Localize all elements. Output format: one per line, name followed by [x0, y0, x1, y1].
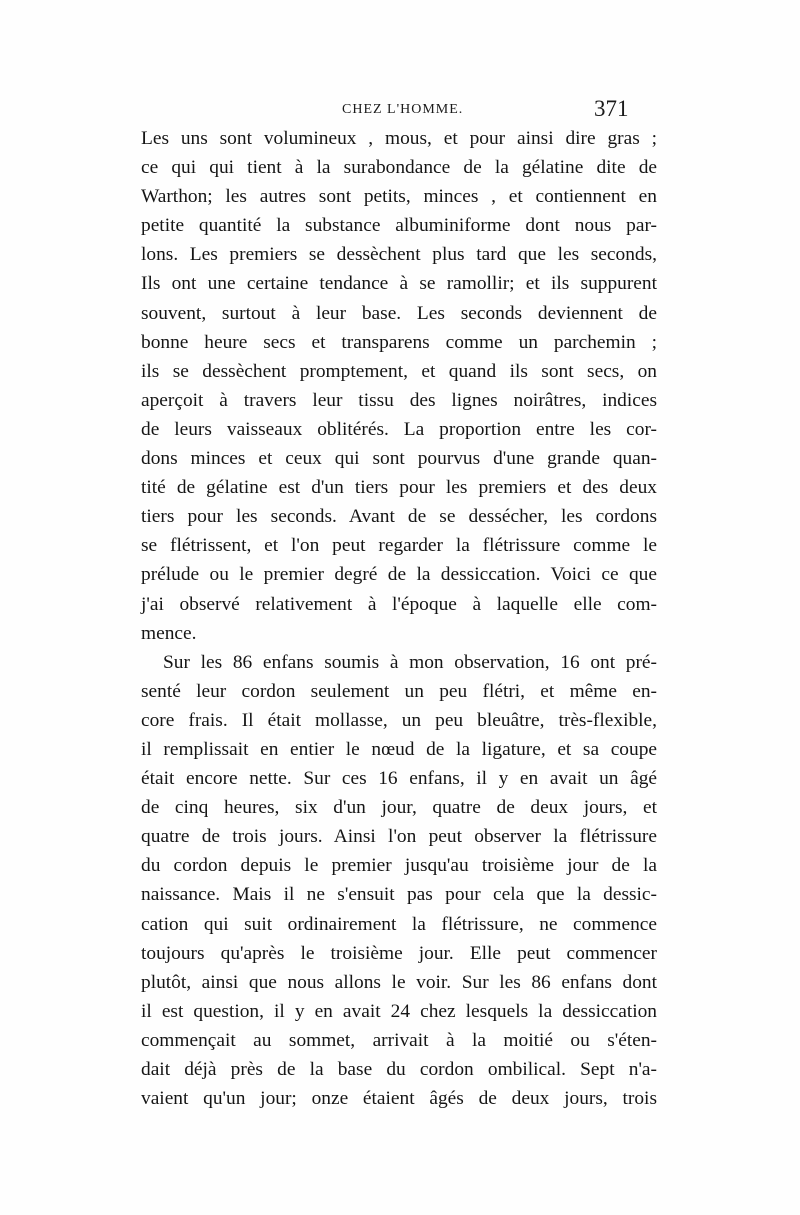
- text-line: Warthon; les autres sont petits, minces , et contiennent en: [141, 186, 657, 208]
- text-line: dait déjà près de la base du cordon ombilical. Sept n'a-: [141, 1059, 657, 1080]
- text-line: naissance. Mais il ne s'ensuit pas pour cela que la dessic-: [141, 884, 657, 906]
- text-line: tité de gélatine est d'un tiers pour les premiers et des deux: [141, 477, 657, 499]
- running-title: CHEZ L'HOMME.: [342, 102, 464, 117]
- text-line: prélude ou le premier degré de la dessiccation. Voici ce que: [141, 564, 657, 586]
- text-line: de leurs vaisseaux oblitérés. La proportion entre les cor-: [141, 418, 657, 440]
- text-line: commençait au sommet, arrivait à la moitié ou s'éten-: [141, 1029, 657, 1051]
- text-line: Les uns sont volumineux , mous, et pour ainsi dire gras ;: [141, 128, 657, 149]
- text-line: plutôt, ainsi que nous allons le voir. Sur les 86 enfans dont: [141, 971, 657, 993]
- text-line: j'ai observé relativement à l'époque à laquelle elle com-: [141, 593, 657, 615]
- text-line: lons. Les premiers se dessèchent plus tard que les seconds,: [141, 244, 657, 266]
- text-line: bonne heure secs et transparens comme un parchemin ;: [141, 331, 657, 353]
- text-line: aperçoit à travers leur tissu des lignes noirâtres, indices: [141, 389, 657, 411]
- text-line: Sur les 86 enfans soumis à mon observation, 16 ont pré-: [163, 651, 657, 673]
- text-line: de cinq heures, six d'un jour, quatre de deux jours, et: [141, 797, 657, 819]
- text-line: dons minces et ceux qui sont pourvus d'une grande quan-: [141, 448, 657, 470]
- text-line: du cordon depuis le premier jusqu'au troisième jour de la: [141, 855, 657, 877]
- body-text: [141, 124, 657, 1113]
- text-line: ce qui qui tient à la surabondance de la gélatine dite de: [141, 157, 657, 179]
- text-line: quatre de trois jours. Ainsi l'on peut observer la flétrissure: [141, 826, 657, 848]
- paragraph-2: [141, 648, 657, 1114]
- text-line: petite quantité la substance albuminiforme dont nous par-: [141, 215, 657, 237]
- text-line: mence.: [141, 622, 197, 644]
- running-header: [0, 96, 800, 126]
- page-number: 371: [594, 96, 629, 121]
- text-line: souvent, surtout à leur base. Les seconds deviennent de: [141, 302, 657, 324]
- text-line: cation qui suit ordinairement la flétrissure, ne commence: [141, 913, 657, 935]
- text-line: il remplissait en entier le nœud de la ligature, et sa coupe: [141, 738, 657, 760]
- text-line: core frais. Il était mollasse, un peu bleuâtre, très-flexible,: [141, 709, 657, 731]
- text-line: il est question, il y en avait 24 chez lesquels la dessiccation: [141, 1000, 657, 1022]
- text-line: était encore nette. Sur ces 16 enfans, il y en avait un âgé: [141, 768, 657, 790]
- text-line: senté leur cordon seulement un peu flétri, et même en-: [141, 680, 657, 702]
- text-line: se flétrissent, et l'on peut regarder la flétrissure comme le: [141, 535, 657, 557]
- text-line: tiers pour les seconds. Avant de se dessécher, les cordons: [141, 506, 657, 528]
- text-line: Ils ont une certaine tendance à se ramollir; et ils suppurent: [141, 273, 657, 295]
- text-line: vaient qu'un jour; onze étaient âgés de deux jours, trois: [141, 1088, 657, 1110]
- text-line: toujours qu'après le troisième jour. Elle peut commencer: [141, 942, 657, 964]
- text-line: ils se dessèchent promptement, et quand ils sont secs, on: [141, 360, 657, 382]
- paragraph-1: [141, 124, 657, 648]
